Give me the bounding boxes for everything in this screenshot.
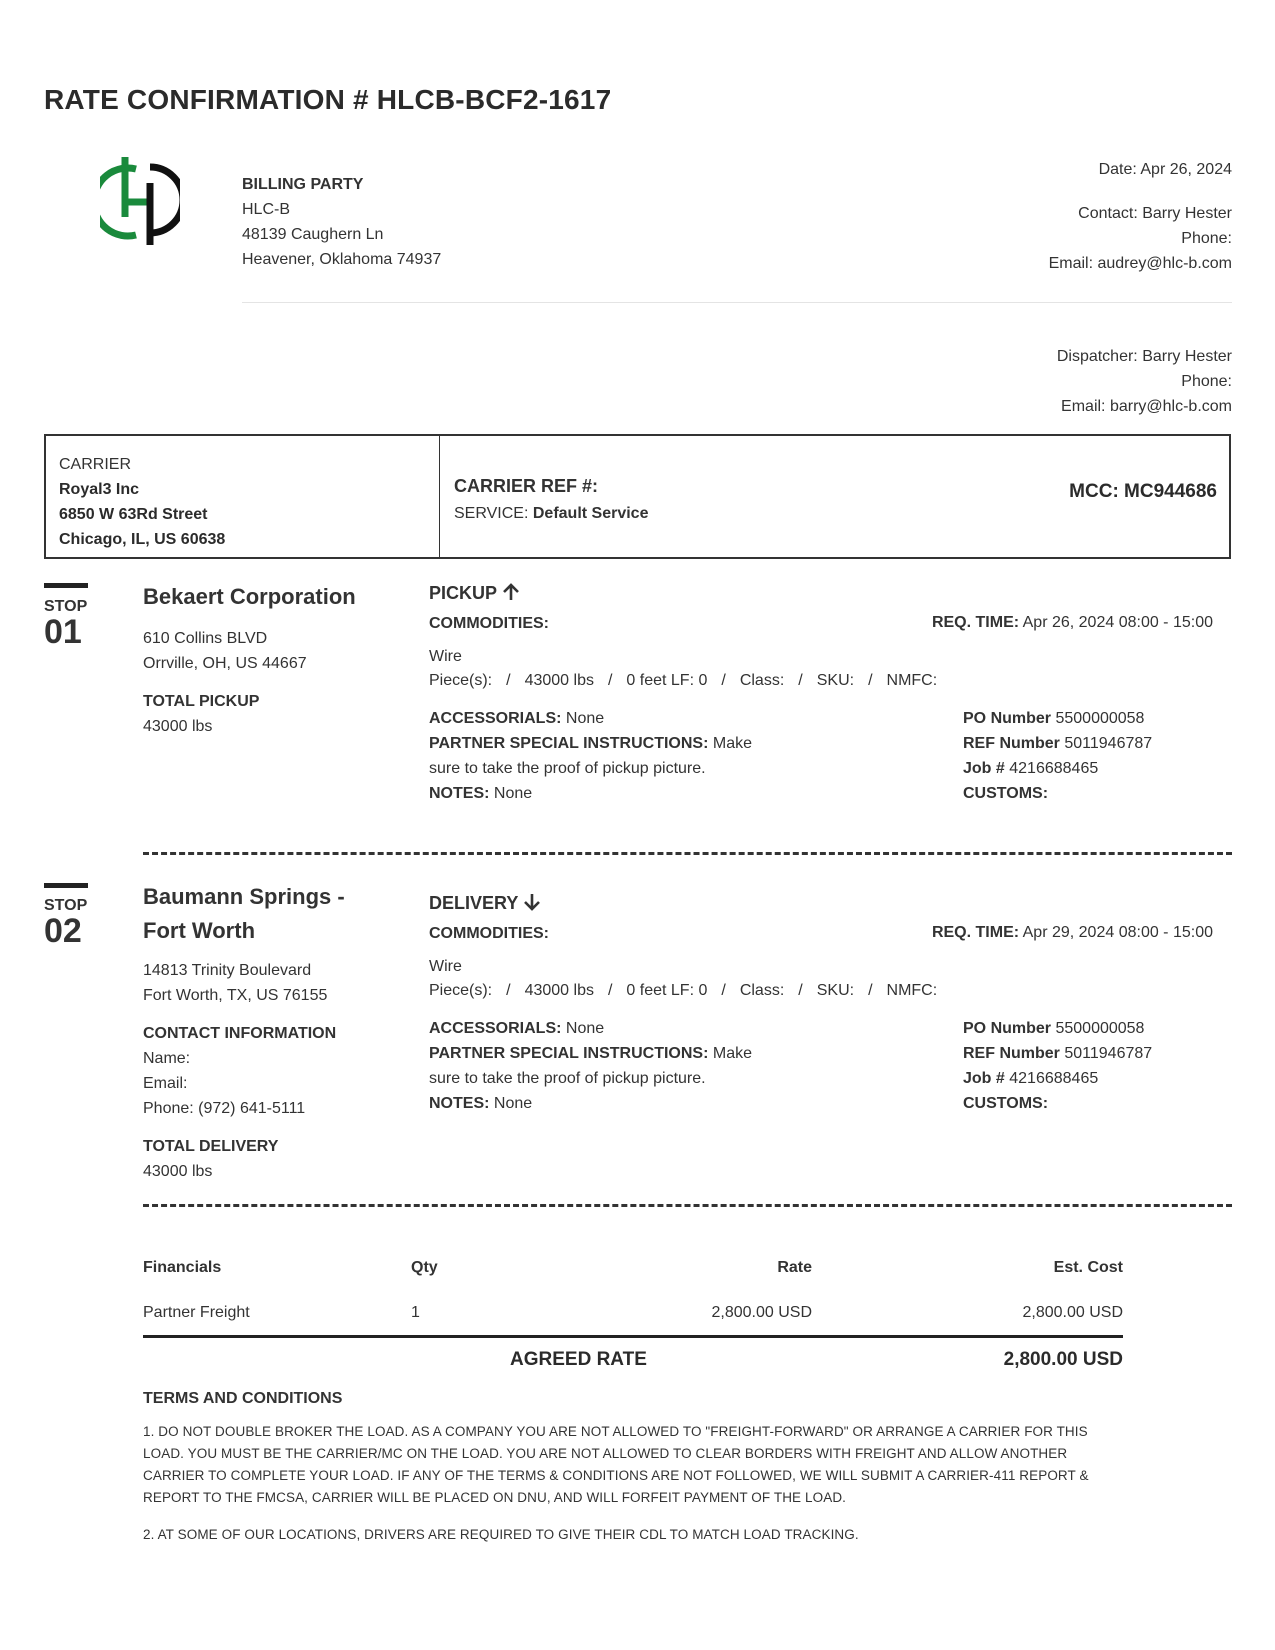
carrier-address1: 6850 W 63Rd Street <box>59 506 208 523</box>
stop-number: 01 <box>44 613 82 651</box>
commodities-label: COMMODITIES: <box>429 925 549 942</box>
carrier-ref: CARRIER REF #: <box>454 476 599 496</box>
divider <box>242 302 1232 303</box>
commodity: Wire <box>429 958 462 975</box>
pieces-line: Piece(s): / 43000 lbs / 0 feet LF: 0 / Class: / SKU: / NMFC: <box>429 672 938 689</box>
delivery-label: DELIVERY <box>429 893 519 913</box>
service <box>454 505 648 523</box>
terms-title: TERMS AND CONDITIONS <box>143 1390 343 1407</box>
dispatcher-name: Dispatcher: Barry Hester <box>1056 348 1232 365</box>
stop-details: ACCESSORIALS: None PARTNER SPECIAL INSTRUCTIONS: Make sure to take the proof of pickup picture. NOTES: None <box>429 710 752 802</box>
stop-label: STOP <box>44 598 88 615</box>
dispatcher-info <box>1057 344 1232 419</box>
stop-address <box>143 626 307 676</box>
carrier-name: Royal3 Inc <box>59 481 140 498</box>
pickup-title <box>429 583 520 604</box>
contact-email: Email: audrey@hlc-b.com <box>1048 255 1232 272</box>
stop-company: Bekaert Corporation <box>143 584 356 609</box>
dashed-divider <box>143 852 1232 855</box>
arrow-up-icon <box>502 583 520 601</box>
dispatcher-email: Email: barry@hlc-b.com <box>1061 398 1232 415</box>
stop-bar <box>44 583 88 588</box>
mcc-number: MCC: MC944686 <box>1069 481 1217 502</box>
service-value: Default Service <box>532 505 649 522</box>
total-delivery-label: TOTAL DELIVERY <box>143 1138 279 1155</box>
req-time: REQ. TIME: Apr 29, 2024 08:00 - 15:00 <box>931 924 1213 941</box>
total-pickup-label: TOTAL PICKUP <box>143 693 260 710</box>
reference-numbers: PO Number 5500000058 REF Number 5011946787 Job # 4216688465 CUSTOMS: <box>963 710 1153 802</box>
arrow-down-icon <box>523 893 541 911</box>
contact-name: Contact: Barry Hester <box>1078 205 1232 222</box>
dispatcher-phone: Phone: <box>1181 373 1232 390</box>
total-delivery-value: 43000 lbs <box>143 1163 213 1180</box>
address-line1: 610 Collins BLVD <box>143 630 268 647</box>
stop-company: Baumann Springs - Fort Worth <box>143 884 345 943</box>
terms-item: 2. AT SOME OF OUR LOCATIONS, DRIVERS ARE REQUIRED TO GIVE THEIR CDL TO MATCH LOAD TRACKING. <box>143 1527 859 1542</box>
req-time-value: Apr 26, 2024 08:00 - 15:00 <box>1022 614 1213 631</box>
total-pickup-value: 43000 lbs <box>143 718 213 735</box>
page-title: RATE CONFIRMATION # HLCB-BCF2-1617 <box>44 84 612 115</box>
address-line2: Orrville, OH, US 44667 <box>143 655 307 672</box>
carrier-info <box>46 436 440 557</box>
stop-address: 14813 Trinity Boulevard Fort Worth, TX, US 76155 <box>143 962 328 1004</box>
billing-name: HLC-B <box>242 201 291 218</box>
billing-address2: Heavener, Oklahoma 74937 <box>242 251 442 268</box>
contact-phone: Phone: <box>1181 230 1232 247</box>
stop-details: ACCESSORIALS: None PARTNER SPECIAL INSTRUCTIONS: Make sure to take the proof of pickup picture. NOTES: None <box>429 1020 752 1112</box>
carrier-box <box>44 434 1231 559</box>
billing-label: BILLING PARTY <box>242 176 364 193</box>
contact-info <box>1049 157 1232 276</box>
commodities-label: COMMODITIES: <box>429 615 549 632</box>
date-value: Date: Apr 26, 2024 <box>1098 161 1232 178</box>
financials-divider <box>143 1335 1123 1338</box>
pickup-label: PICKUP <box>429 583 497 603</box>
company-logo <box>100 155 180 245</box>
req-time <box>932 614 1213 632</box>
delivery-title <box>429 893 541 914</box>
commodity: Wire <box>429 648 462 665</box>
carrier-label: CARRIER <box>59 456 132 473</box>
req-time-label: REQ. TIME: <box>931 614 1020 631</box>
carrier-address2: Chicago, IL, US 60638 <box>59 531 226 548</box>
pieces-line: Piece(s): / 43000 lbs / 0 feet LF: 0 / Class: / SKU: / NMFC: <box>429 982 938 999</box>
service-label: SERVICE: <box>454 505 529 522</box>
reference-numbers: PO Number 5500000058 REF Number 5011946787 Job # 4216688465 CUSTOMS: <box>963 1020 1153 1112</box>
stop-bar <box>44 883 88 888</box>
billing-party <box>242 172 441 272</box>
dashed-divider <box>143 1204 1232 1207</box>
stop-number: 02 <box>44 912 82 950</box>
billing-address1: 48139 Caughern Ln <box>242 226 384 243</box>
stop-label: STOP <box>44 897 88 914</box>
contact-information: CONTACT INFORMATION Name: Email: Phone: (972) 641-5111 <box>143 1025 337 1117</box>
terms-item: 1. DO NOT DOUBLE BROKER THE LOAD. AS A COMPANY YOU ARE NOT ALLOWED TO "FREIGHT-FORWARD" OR ARRANGE A CARRIER FOR THIS LOAD. YOU MUST BE THE CARRIER/MC ON THE LOAD. YOU ARE NOT ALLOWED TO CLEAR BORDERS WITH FREIGHT AND ALLOW ANOTHER CARRIER TO COMPLETE YOUR LOAD. IF ANY OF THE TERMS & CONDITIONS ARE NOT FOLLOWED, WE WILL SUBMIT A CARRIER-411 REPORT & REPORT TO THE FMCSA, CARRIER WILL BE PLACED ON DNU, AND WILL FORFEIT PAYMENT OF THE LOAD. <box>143 1424 1089 1505</box>
